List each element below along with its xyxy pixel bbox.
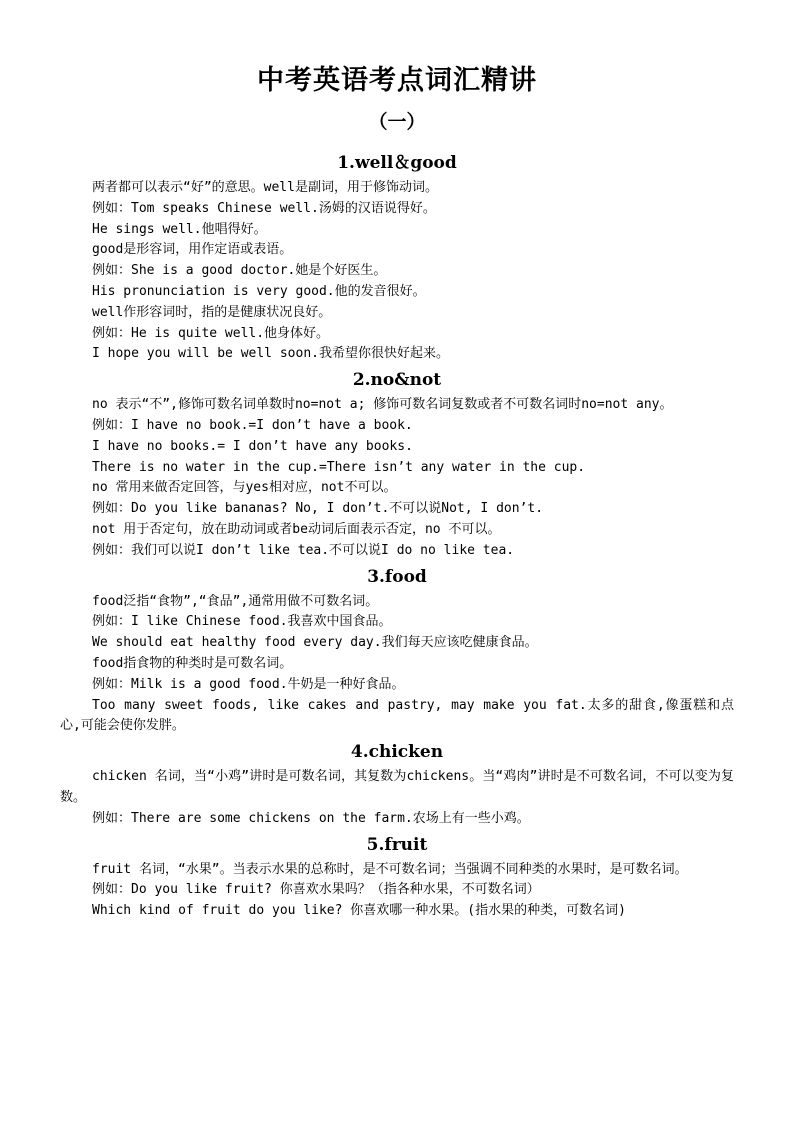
text-line: good是形容词，用作定语或表语。 (92, 242, 293, 258)
text-line: not 用于否定句，放在助动词或者be动词后面表示否定，no 不可以。 (92, 521, 501, 537)
text-line: I have no books.= I don’t have any books. (92, 438, 413, 454)
section-well-good (60, 148, 734, 365)
section-food (60, 562, 734, 738)
text-line: There is no water in the cup.=There isn’t any water in the cup. (92, 459, 586, 475)
text-line: no 常用来做否定回答，与yes相对应，not不可以。 (92, 480, 397, 496)
text-line: 例如：Do you like bananas? No, I don’t.不可以说Not, I don’t. (92, 501, 544, 517)
section-no-not (60, 365, 734, 561)
text-line: 例如：Do you like fruit? 你喜欢水果吗？（指各种水果，不可数名词） (92, 882, 540, 898)
text-line: well作形容词时，指的是健康状况良好。 (92, 304, 332, 320)
text-line: Too many sweet foods, like cakes and pastry, may make you fat.太多的甜食,像蛋糕和点心,可能会使你发胖。 (60, 697, 734, 734)
text-line: 例如：Milk is a good food.牛奶是一种好食品。 (92, 676, 405, 692)
section-heading: 3.food (367, 566, 427, 587)
text-line: I hope you will be well soon.我希望你很快好起来。 (92, 346, 449, 362)
text-line: food指食物的种类时是可数名词。 (92, 655, 293, 671)
text-line: 两者都可以表示“好”的意思。well是副词，用于修饰动词。 (92, 180, 438, 195)
section-heading: 4.chicken (350, 742, 444, 763)
section-heading: 1.well＆good (337, 153, 457, 173)
text-line: 例如：There are some chickens on the farm.农场上有一些小鸡。 (92, 810, 530, 826)
content-body (60, 148, 734, 922)
text-line: 例如：我们可以说I don’t like tea.不可以说I do no like tea. (92, 542, 515, 558)
page-title: 中考英语考点词汇精讲 (257, 65, 537, 96)
text-line: We should eat healthy food every day.我们每天应该吃健康食品。 (92, 635, 538, 651)
section-heading: 2.no&not (352, 370, 442, 391)
section-heading: 5.fruit (366, 834, 428, 855)
text-line: His pronunciation is very good.他的发音很好。 (92, 283, 426, 299)
text-line: 例如：I like Chinese food.我喜欢中国食品。 (92, 614, 392, 630)
text-line: 例如：I have no book.=I don’t have a book. (92, 417, 413, 433)
section-chicken (60, 737, 734, 829)
page-subtitle: （一） (368, 111, 426, 133)
text-line: food泛指“食物”,“食品”,通常用做不可数名词。 (92, 593, 379, 609)
section-fruit (60, 830, 734, 922)
text-line: 例如：She is a good doctor.她是个好医生。 (92, 263, 387, 279)
text-line: He sings well.他唱得好。 (92, 221, 267, 237)
text-line: Which kind of fruit do you like? 你喜欢哪一种水果。(指水果的种类，可数名词) (92, 903, 626, 919)
text-line: chicken 名词，当“小鸡”讲时是可数名词，其复数为chickens。当“鸡肉”讲时是不可数名词，不可以变为复数。 (60, 769, 734, 805)
text-line: no 表示“不”,修饰可数名词单数时no=not a; 修饰可数名词复数或者不可数名词时no=not any。 (92, 397, 673, 413)
text-line: 例如：Tom speaks Chinese well.汤姆的汉语说得好。 (92, 200, 436, 216)
text-line: 例如：He is quite well.他身体好。 (92, 325, 330, 341)
text-line: fruit 名词，“水果”。当表示水果的总称时，是不可数名词；当强调不同种类的水果时，是可数名词。 (92, 861, 688, 877)
